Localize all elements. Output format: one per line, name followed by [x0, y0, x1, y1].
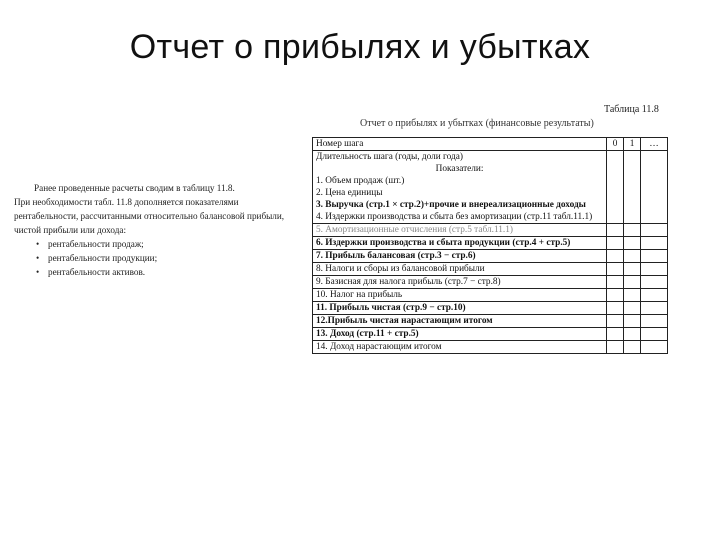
row-label: 11. Прибыль чистая (стр.9 − стр.10)	[313, 302, 607, 315]
table-row	[313, 224, 668, 237]
paragraph-text: При необходимости табл. 11.8 дополняется показателями рентабельности, рассчитанными относительно балансовой прибыли, чистой прибыли или дохода:	[14, 197, 285, 235]
table-row	[313, 151, 668, 224]
row-label: 4. Издержки производства и сбыта без амортизации (стр.11 табл.11.1)	[316, 212, 593, 222]
table-caption: Отчет о прибылях и убытках (финансовые результаты)	[360, 118, 594, 129]
row-label: 13. Доход (стр.11 + стр.5)	[313, 328, 607, 341]
row-label: 1. Объем продаж (шт.)	[316, 176, 405, 186]
table-row	[313, 237, 668, 250]
row-label: 12.Прибыль чистая нарастающим итогом	[313, 315, 607, 328]
left-text-block	[14, 181, 304, 279]
table-row	[313, 328, 668, 341]
table-row	[313, 315, 668, 328]
table-header-row	[313, 138, 668, 151]
row-label: 14. Доход нарастающим итогом	[313, 341, 607, 354]
duration-label: Длительность шага (годы, доли года)	[316, 152, 463, 162]
list-item: • рентабельности продукции;	[14, 251, 304, 265]
table-row	[313, 302, 668, 315]
row-label: 2. Цена единицы	[316, 188, 383, 198]
list-item: • рентабельности продаж;	[14, 237, 304, 251]
table-row	[313, 263, 668, 276]
bullet-list	[14, 237, 304, 279]
indicators-label: Показатели:	[435, 164, 484, 174]
header-col-1: 1	[624, 138, 641, 151]
row-label: 7. Прибыль балансовая (стр.3 − стр.6)	[313, 250, 607, 263]
row-label: 9. Базисная для налога прибыль (стр.7 − стр.8)	[313, 276, 607, 289]
header-col-0: 0	[607, 138, 624, 151]
row-label: 8. Налоги и сборы из балансовой прибыли	[313, 263, 607, 276]
report-table	[312, 137, 668, 354]
row-label: 5. Амортизационные отчисления (стр.5 табл.11.1)	[313, 224, 607, 237]
row-label: 3. Выручка (стр.1 × стр.2)+прочие и внереализационные доходы	[316, 200, 586, 210]
row-label: 6. Издержки производства и сбыта продукции (стр.4 + стр.5)	[313, 237, 607, 250]
header-col-more: …	[641, 138, 668, 151]
header-label: Номер шага	[313, 138, 607, 151]
list-item: • рентабельности активов.	[14, 265, 304, 279]
row-label: 10. Налог на прибыль	[313, 289, 607, 302]
table-row	[313, 341, 668, 354]
table-number: Таблица 11.8	[604, 104, 659, 115]
page-title: Отчет о прибылях и убытках	[129, 28, 591, 66]
intro-text: Ранее проведенные расчеты сводим в таблицу 11.8.	[34, 183, 235, 193]
table-row	[313, 276, 668, 289]
table-row	[313, 250, 668, 263]
table-row	[313, 289, 668, 302]
